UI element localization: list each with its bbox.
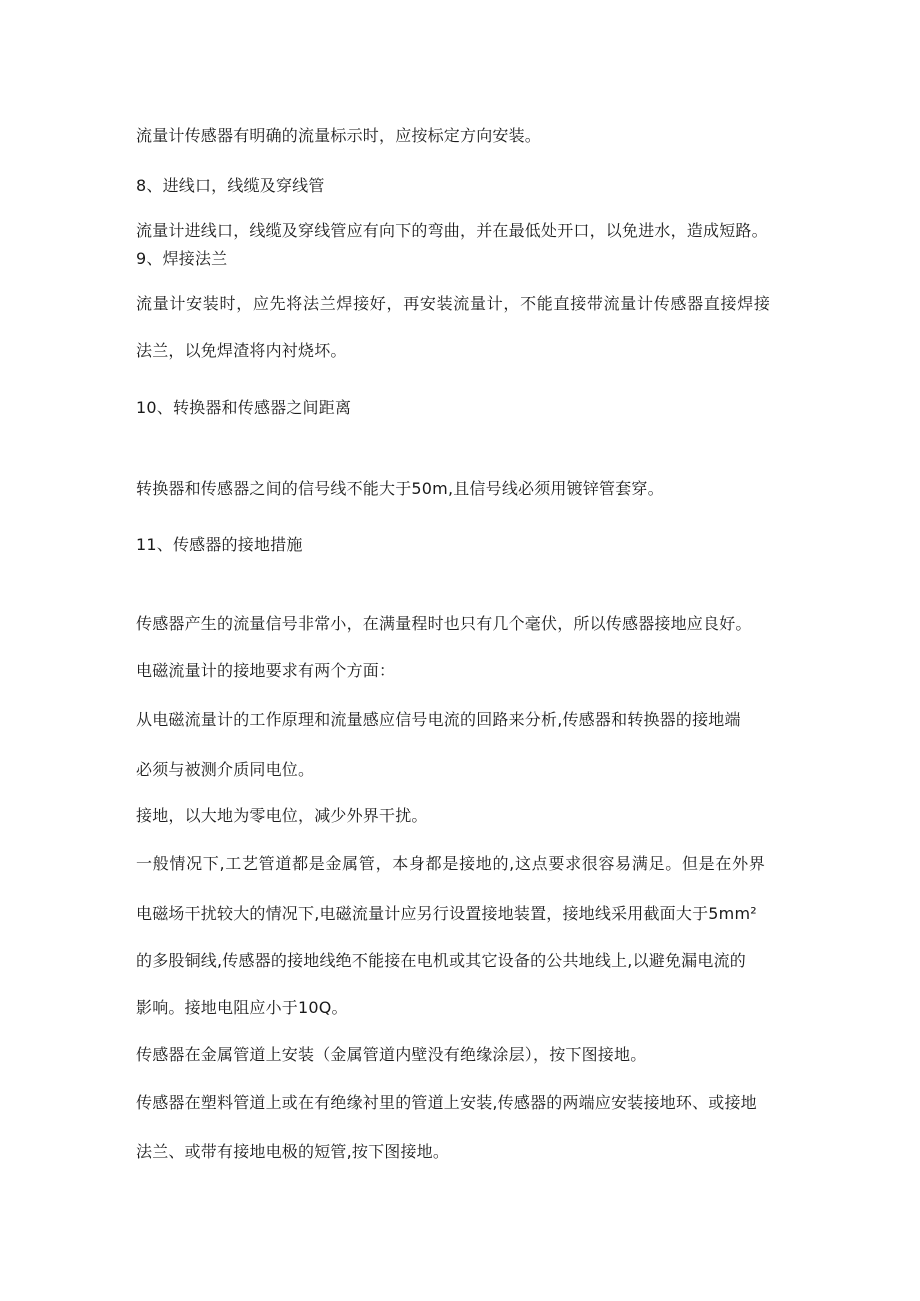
paragraph-signal-distance: 转换器和传感器之间的信号线不能大于50m,且信号线必须用镀锌管套穿。 (136, 479, 664, 498)
paragraph-working-principle-line-2: 必须与被测介质同电位。 (136, 760, 315, 779)
paragraph-metal-pipe: 传感器在金属管道上安装（金属管道内壁没有绝缘涂层），按下图接地。 (136, 1045, 647, 1064)
paragraph-general-case-line-2: 电磁场干扰较大的情况下,电磁流量计应另行设置接地装置，接地线采用截面大于5mm² (136, 904, 757, 923)
paragraph-general-case-line-3: 的多股铜线,传感器的接地线绝不能接在电机或其它设备的公共地线上,以避免漏电流的 (136, 951, 746, 970)
heading-section-9: 9、焊接法兰 (136, 249, 228, 268)
heading-section-11: 11、传感器的接地措施 (136, 535, 303, 554)
paragraph-flange-welding-line-1: 流量计安装时，应先将法兰焊接好，再安装流量计，不能直接带流量计传感器直接焊接 (136, 294, 771, 313)
paragraph-flow-direction: 流量计传感器有明确的流量标示时，应按标定方向安装。 (136, 126, 542, 145)
heading-section-8: 8、进线口，线缆及穿线管 (136, 176, 325, 195)
paragraph-working-principle-line-1: 从电磁流量计的工作原理和流量感应信号电流的回路来分析,传感器和转换器的接地端 (136, 710, 741, 729)
heading-section-10: 10、转换器和传感器之间距离 (136, 398, 352, 417)
paragraph-general-case-line-1: 一般情况下,工艺管道都是金属管，本身都是接地的,这点要求很容易满足。但是在外界 (136, 854, 766, 873)
paragraph-general-case-line-4: 影响。接地电阻应小于10Q。 (136, 998, 348, 1017)
paragraph-plastic-pipe-line-1: 传感器在塑料管道上或在有绝缘衬里的管道上安装,传感器的两端应安装接地环、或接地 (136, 1093, 757, 1112)
paragraph-grounding-requirements: 电磁流量计的接地要求有两个方面： (136, 661, 396, 680)
paragraph-earth-zero-potential: 接地，以大地为零电位，减少外界干扰。 (136, 806, 428, 825)
paragraph-plastic-pipe-line-2: 法兰、或带有接地电极的短管,按下图接地。 (136, 1142, 450, 1161)
paragraph-signal-small: 传感器产生的流量信号非常小，在满量程时也只有几个毫伏，所以传感器接地应良好。 (136, 614, 752, 633)
paragraph-flange-welding-line-2: 法兰，以免焊渣将内衬烧坏。 (136, 341, 347, 360)
paragraph-cable-entry: 流量计进线口，线缆及穿线管应有向下的弯曲，并在最低处开口，以免进水，造成短路。 (136, 221, 768, 240)
